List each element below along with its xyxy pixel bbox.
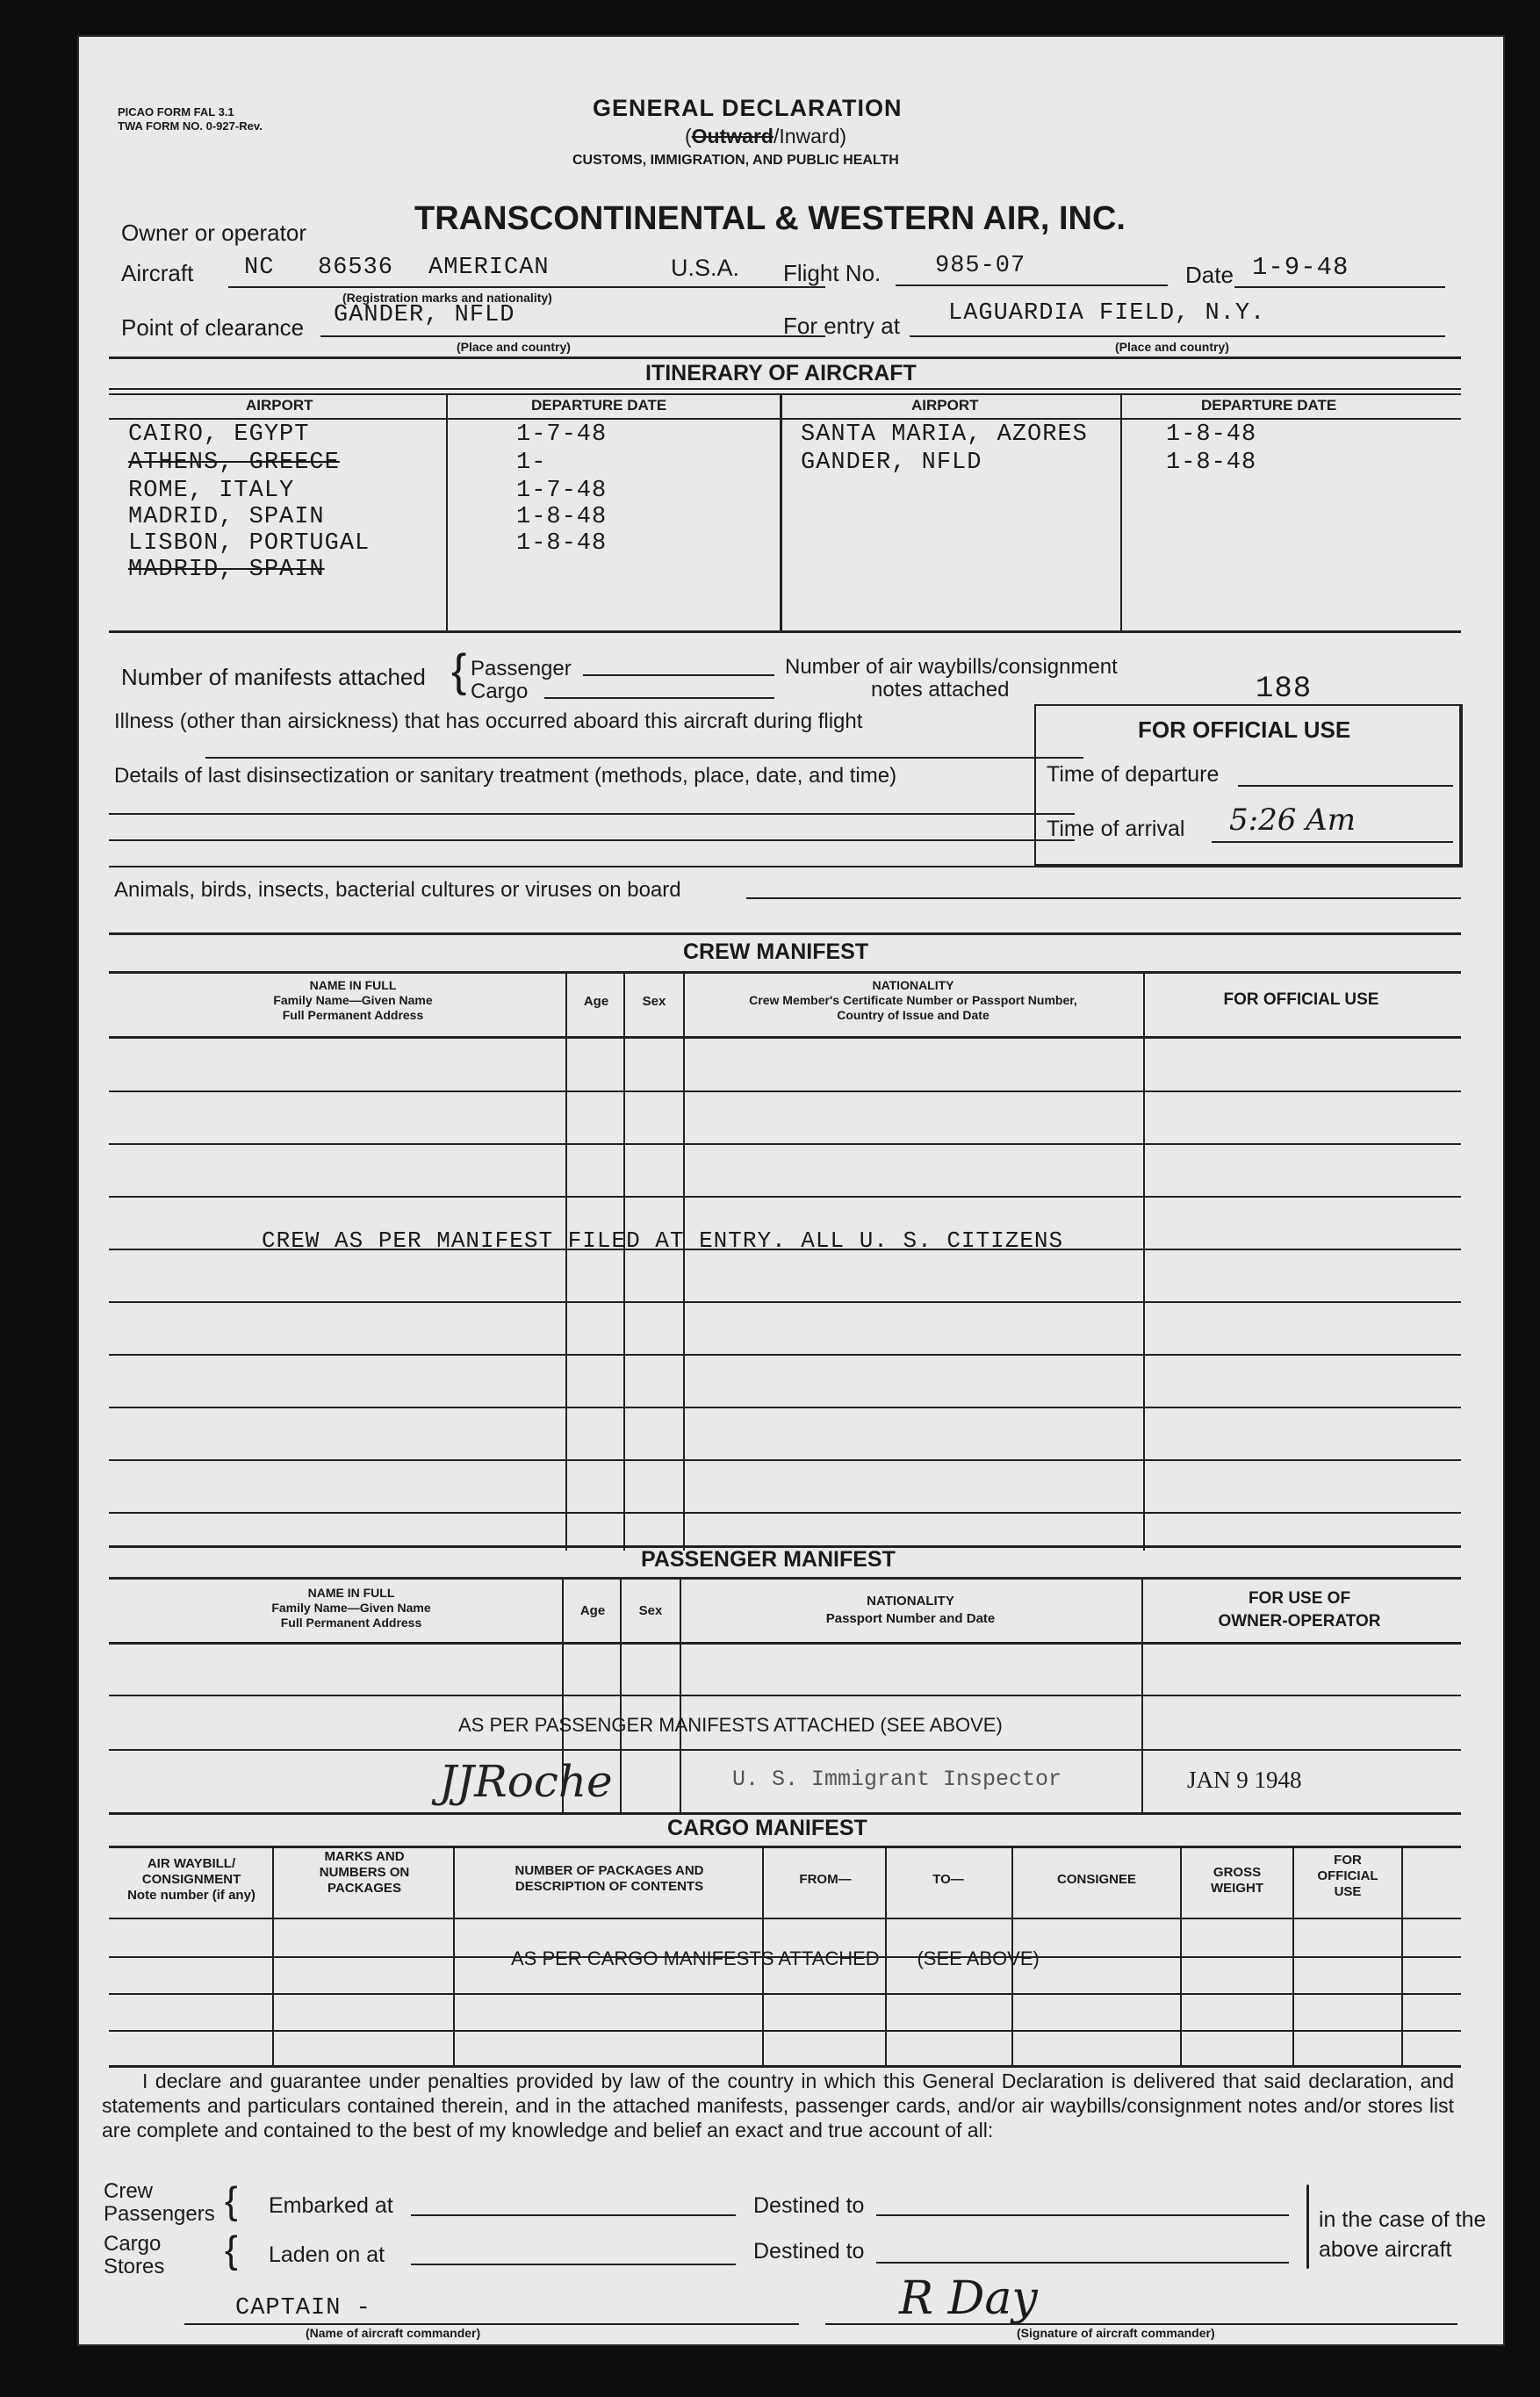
clearance-caption: (Place and country) (457, 340, 571, 354)
crew-note: CREW AS PER MANIFEST FILED AT ENTRY. ALL U. S. CITIZENS (262, 1227, 1064, 1254)
pax-col-nationality: NATIONALITY Passport Number and Date (825, 1594, 996, 1626)
aircraft-label: Aircraft (121, 260, 194, 286)
pax-col-sex: Sex (638, 1603, 663, 1618)
cargo-col-official: FOR OFFICIAL USE (1317, 1853, 1378, 1899)
manifests-label: Number of manifests attached (121, 664, 426, 690)
declaration-form (79, 37, 1503, 2344)
arrival-label: Time of arrival (1047, 817, 1185, 841)
waybills-label-2: notes attached (871, 678, 1010, 702)
crew-col-age: Age (583, 994, 609, 1009)
itinerary-airport: MADRID, SPAIN (128, 557, 325, 583)
direction-value: /Inward) (773, 125, 847, 148)
crew-row-line (109, 1459, 1461, 1461)
decl-stores: Stores (104, 2255, 165, 2278)
disinsect-label: Details of last disinsectization or sanitary treatment (methods, place, date, and time) (114, 764, 897, 788)
itinerary-title: ITINERARY OF AIRCRAFT (645, 361, 917, 385)
passenger-title: PASSENGER MANIFEST (641, 1547, 896, 1572)
crew-col-official: FOR OFFICIAL USE (1223, 990, 1379, 1009)
direction-line (685, 125, 846, 148)
entry-caption: (Place and country) (1115, 340, 1229, 354)
itinerary-airport: SANTA MARIA, AZORES (801, 421, 1088, 448)
decl-laden: Laden on at (269, 2242, 385, 2267)
pax-col-age: Age (579, 1603, 606, 1618)
direction-open: ( (685, 125, 692, 148)
form-title: GENERAL DECLARATION (593, 95, 903, 121)
itin-col-date-left: DEPARTURE DATE (531, 397, 667, 414)
manifest-passenger-label: Passenger (471, 657, 572, 680)
passenger-note: AS PER PASSENGER MANIFESTS ATTACHED (SEE ABOVE) (458, 1714, 1003, 1736)
decl-embarked: Embarked at (269, 2193, 393, 2218)
form-id-2: TWA FORM NO. 0-927-Rev. (118, 119, 263, 133)
cargo-col-to: TO— (932, 1872, 964, 1887)
pax-col-owner: FOR USE OF OWNER-OPERATOR (1218, 1589, 1381, 1630)
itinerary-date: 1-7-48 (516, 421, 608, 448)
decl-destined-2: Destined to (753, 2239, 865, 2264)
crew-col-name: NAME IN FULL Family Name—Given Name Full Permanent Address (273, 978, 433, 1022)
itinerary-airport: GANDER, NFLD (801, 450, 982, 476)
animals-label: Animals, birds, insects, bacterial cultures or viruses on board (114, 878, 681, 902)
operator-label: Owner or operator (121, 220, 306, 246)
commander-name-caption: (Name of aircraft commander) (306, 2326, 481, 2340)
aircraft-prefix: NC (244, 255, 275, 281)
decl-destined-1: Destined to (753, 2193, 865, 2218)
waybills-label-1: Number of air waybills/consignment (785, 655, 1118, 679)
clearance-label: Point of clearance (121, 314, 305, 341)
itinerary-date: 1-8-48 (1166, 421, 1257, 448)
cargo-col-weight: GROSS WEIGHT (1211, 1865, 1263, 1896)
departure-label: Time of departure (1047, 762, 1220, 787)
aircraft-reg: 86536 (318, 255, 394, 281)
clearance-value: GANDER, NFLD (334, 302, 515, 328)
crew-col-sex: Sex (642, 994, 666, 1009)
itin-col-airport-left: AIRPORT (246, 397, 313, 414)
crew-col-nationality: NATIONALITY Crew Member's Certificate Number or Passport Number, Country of Issue and Date (749, 978, 1077, 1022)
captain-name: CAPTAIN - (235, 2295, 371, 2321)
itinerary-airport: ROME, ITALY (128, 478, 295, 504)
itinerary-date: 1-8-48 (516, 504, 608, 530)
commander-signature: R Day (899, 2272, 1038, 2325)
itin-col-date-right: DEPARTURE DATE (1201, 397, 1337, 414)
cargo-note: AS PER CARGO MANIFESTS ATTACHED (SEE ABOVE) (511, 1947, 1040, 1969)
aircraft-type: AMERICAN (428, 255, 550, 281)
crew-row-line (109, 1301, 1461, 1303)
decl-case: in the case of the (1319, 2207, 1486, 2232)
stamp-date: JAN 9 1948 (1187, 1767, 1302, 1793)
cargo-col-waybill: AIR WAYBILL/ CONSIGNMENT Note number (if any) (127, 1856, 255, 1903)
cargo-title: CARGO MANIFEST (667, 1816, 867, 1840)
crew-title: CREW MANIFEST (683, 939, 869, 964)
cargo-col-from: FROM— (799, 1872, 852, 1887)
aircraft-caption: (Registration marks and nationality) (342, 291, 552, 305)
date-label: Date (1185, 262, 1234, 288)
crew-row-line (109, 1512, 1461, 1514)
itinerary-airport: LISBON, PORTUGAL (128, 530, 371, 557)
direction-struck: Outward (691, 125, 774, 148)
cargo-col-packages: NUMBER OF PACKAGES AND DESCRIPTION OF CONTENTS (515, 1863, 704, 1894)
inspector-title: U. S. Immigrant Inspector (732, 1767, 1062, 1792)
entry-label: For entry at (783, 313, 900, 339)
itinerary-airport: ATHENS, GREECE (128, 450, 340, 476)
date-value: 1-9-48 (1252, 253, 1349, 282)
form-id-1: PICAO FORM FAL 3.1 (118, 105, 234, 119)
itinerary-airport: MADRID, SPAIN (128, 504, 325, 530)
pax-col-name: NAME IN FULL Family Name—Given Name Full Permanent Address (271, 1586, 431, 1630)
illness-label: Illness (other than airsickness) that has occurred aboard this aircraft during flight (114, 709, 863, 733)
decl-brace-1: { (225, 2179, 238, 2222)
form-subtitle: CUSTOMS, IMMIGRATION, AND PUBLIC HEALTH (572, 153, 899, 168)
cargo-col-marks: MARKS AND NUMBERS ON PACKAGES (319, 1849, 410, 1896)
official-title: FOR OFFICIAL USE (1138, 716, 1351, 743)
crew-row-line (109, 1091, 1461, 1092)
itinerary-airport: CAIRO, EGYPT (128, 421, 310, 448)
crew-row-line (109, 1196, 1461, 1198)
itinerary-date: 1-8-48 (516, 530, 608, 557)
crew-row-line (109, 1407, 1461, 1408)
decl-crew: Crew (104, 2179, 154, 2203)
decl-above: above aircraft (1319, 2237, 1452, 2262)
flight-label: Flight No. (783, 260, 882, 286)
manifests-brace: { (451, 645, 467, 696)
itinerary-date: 1-8-48 (1166, 450, 1257, 476)
waybills-value: 188 (1256, 673, 1313, 706)
crew-row-line (109, 1143, 1461, 1145)
declaration-text: I declare and guarantee under penalties provided by law of the country in which this General Declaration is delivered that said declaration, and statements and particulars contained therein, and in the attached manifests, passenger cards, and/or air waybills/consignment notes and/or stores list are complete and contained to the best of my knowledge and belief an exact and true account of all: (102, 2069, 1454, 2141)
itinerary-date: 1- (516, 450, 547, 476)
inspector-signature: JJRoche (439, 1756, 613, 1807)
itin-col-airport-right: AIRPORT (911, 397, 979, 414)
aircraft-country: U.S.A. (671, 255, 740, 281)
cargo-col-consignee: CONSIGNEE (1056, 1872, 1136, 1887)
arrival-value: 5:26 Am (1229, 803, 1356, 838)
entry-value: LAGUARDIA FIELD, N.Y. (948, 300, 1266, 327)
manifest-cargo-label: Cargo (471, 680, 529, 703)
operator-value: TRANSCONTINENTAL & WESTERN AIR, INC. (414, 200, 1126, 237)
decl-passengers: Passengers (104, 2202, 215, 2226)
itinerary-date: 1-7-48 (516, 478, 608, 504)
commander-sig-caption: (Signature of aircraft commander) (1017, 2326, 1215, 2340)
decl-cargo: Cargo (104, 2232, 162, 2256)
crew-row-line (109, 1354, 1461, 1356)
decl-brace-2: { (225, 2228, 238, 2271)
flight-value: 985-07 (935, 253, 1026, 279)
